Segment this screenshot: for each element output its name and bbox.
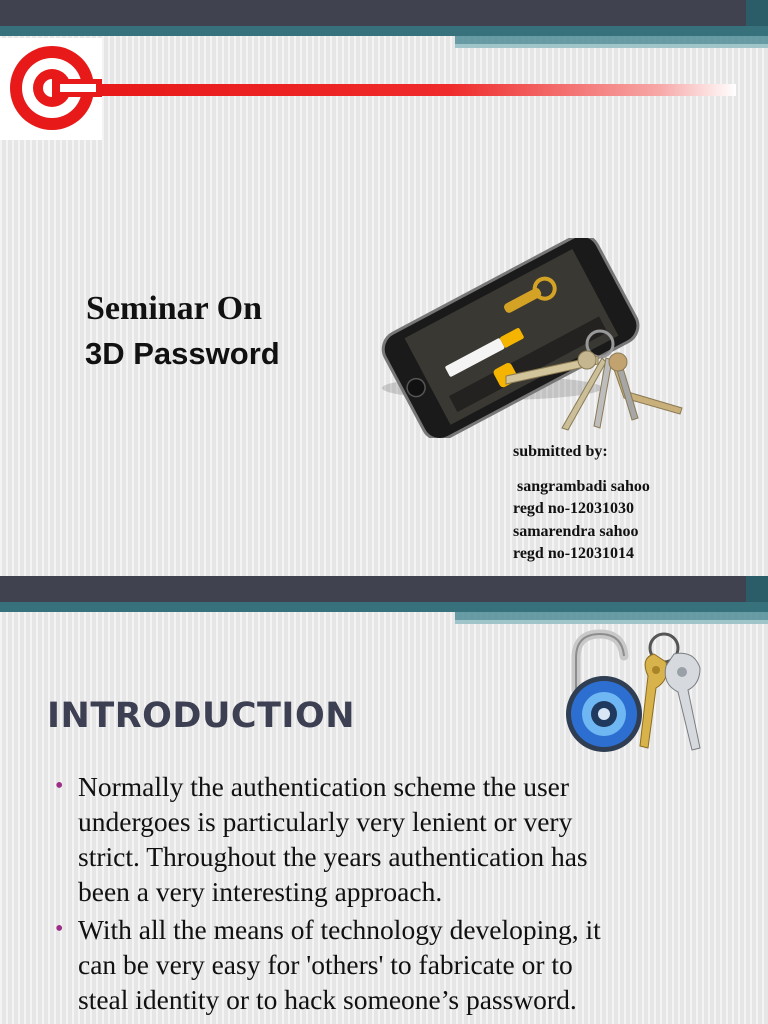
introduction-slide [0, 576, 768, 1024]
bullet-line: can be very easy for 'others' to fabricate or to [78, 949, 573, 980]
title-line-1: Seminar On [86, 290, 263, 327]
submitted-heading: submitted by: [513, 443, 608, 460]
accent-bar-right-light [455, 620, 768, 624]
accent-bar [0, 602, 768, 612]
smartphone-with-keys-image [362, 238, 692, 438]
accent-bar [0, 26, 768, 36]
accent-bar-right-light [455, 44, 768, 48]
bullet-item [55, 769, 745, 909]
bullet-item [55, 912, 745, 1017]
bullet-line: strict. Throughout the years authentication has [78, 841, 588, 872]
accent-bar-right [455, 36, 768, 44]
header-bar [0, 0, 768, 26]
slide-title: INTRODUCTION [47, 696, 355, 736]
student-name: samarendra sahoo [513, 522, 639, 540]
title-line-2: 3D Password [85, 336, 280, 371]
bullet-list [55, 769, 745, 1020]
padlock-and-keys-image [562, 628, 722, 758]
accent-bar-right [455, 612, 768, 620]
student-regd: regd no-12031014 [513, 545, 635, 562]
bullet-dot-icon: • [55, 773, 64, 799]
bullet-line: steal identity or to hack someone’s password. [78, 984, 577, 1015]
target-circle-logo-icon [0, 38, 102, 140]
bullet-line: With all the means of technology developing, it [78, 914, 601, 945]
bullet-line: Normally the authentication scheme the user [78, 771, 570, 802]
submitted-by-block [513, 441, 650, 566]
red-divider-line [96, 84, 736, 96]
logo [0, 38, 102, 140]
bullet-dot-icon: • [55, 916, 64, 942]
bullet-line: been a very interesting approach. [78, 876, 443, 907]
header-bar [0, 576, 768, 602]
student-regd: regd no-12031030 [513, 500, 635, 517]
bullet-line: undergoes is particularly very lenient or very [78, 806, 573, 837]
student-name: sangrambadi sahoo [517, 477, 650, 495]
